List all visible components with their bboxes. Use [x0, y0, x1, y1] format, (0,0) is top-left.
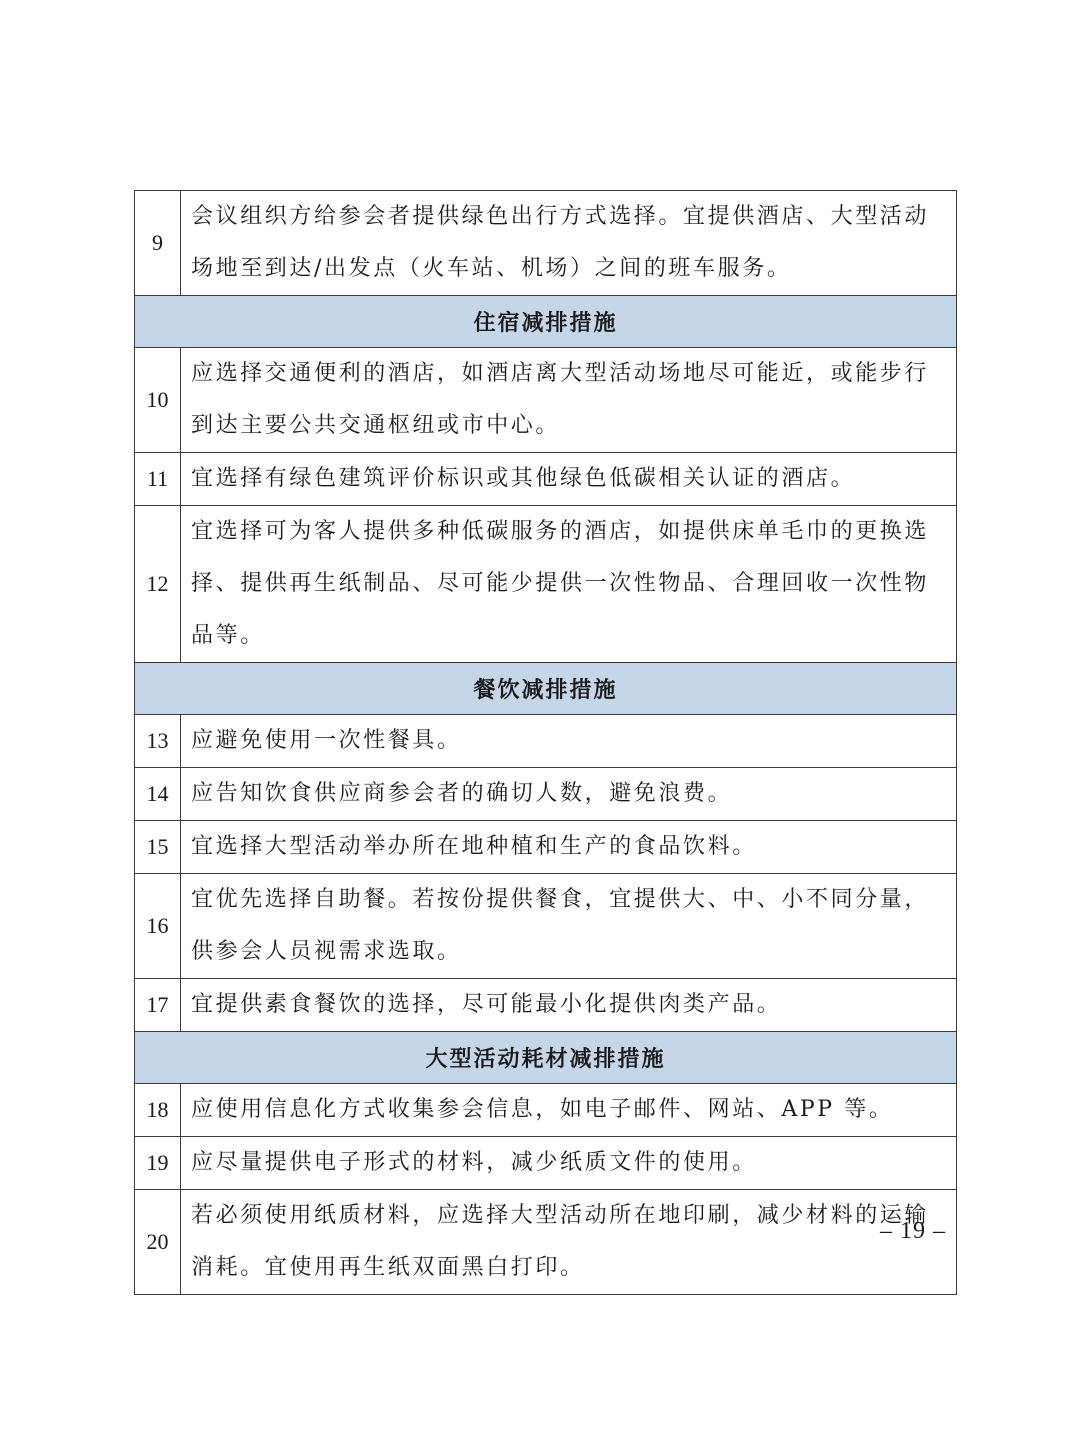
row-text: 应告知饮食供应商参会者的确切人数，避免浪费。	[181, 768, 957, 821]
row-number: 19	[135, 1137, 181, 1190]
section-header-row	[135, 663, 957, 715]
section-header-row	[135, 1032, 957, 1084]
table-row	[135, 979, 957, 1032]
table-row	[135, 768, 957, 821]
table-row	[135, 453, 957, 506]
row-number: 18	[135, 1084, 181, 1137]
measures-table	[134, 190, 957, 1295]
row-number: 20	[135, 1190, 181, 1295]
table-row	[135, 506, 957, 663]
table-row	[135, 821, 957, 874]
row-number: 15	[135, 821, 181, 874]
row-text: 应选择交通便利的酒店，如酒店离大型活动场地尽可能近，或能步行到达主要公共交通枢纽或市中心。	[181, 348, 957, 453]
row-text: 会议组织方给参会者提供绿色出行方式选择。宜提供酒店、大型活动场地至到达/出发点（火车站、机场）之间的班车服务。	[181, 191, 957, 296]
row-text: 应避免使用一次性餐具。	[181, 715, 957, 768]
row-number: 12	[135, 506, 181, 663]
table-row	[135, 1084, 957, 1137]
row-number: 10	[135, 348, 181, 453]
row-number: 17	[135, 979, 181, 1032]
row-number: 14	[135, 768, 181, 821]
section-header-row	[135, 296, 957, 348]
row-text: 宜选择有绿色建筑评价标识或其他绿色低碳相关认证的酒店。	[181, 453, 957, 506]
table-row	[135, 715, 957, 768]
table-row	[135, 874, 957, 979]
section-title: 餐饮减排措施	[135, 663, 957, 715]
row-number: 11	[135, 453, 181, 506]
row-text: 宜选择可为客人提供多种低碳服务的酒店，如提供床单毛巾的更换选择、提供再生纸制品、尽可能少提供一次性物品、合理回收一次性物品等。	[181, 506, 957, 663]
section-title: 住宿减排措施	[135, 296, 957, 348]
row-number: 16	[135, 874, 181, 979]
row-text: 宜选择大型活动举办所在地种植和生产的食品饮料。	[181, 821, 957, 874]
row-number: 13	[135, 715, 181, 768]
row-number: 9	[135, 191, 181, 296]
row-text: 应使用信息化方式收集参会信息，如电子邮件、网站、APP 等。	[181, 1084, 957, 1137]
table-row	[135, 1137, 957, 1190]
table-row	[135, 1190, 957, 1295]
row-text: 宜提供素食餐饮的选择，尽可能最小化提供肉类产品。	[181, 979, 957, 1032]
table-row	[135, 348, 957, 453]
row-text: 宜优先选择自助餐。若按份提供餐食，宜提供大、中、小不同分量，供参会人员视需求选取。	[181, 874, 957, 979]
table-row	[135, 191, 957, 296]
page-number: – 19 –	[880, 1218, 946, 1244]
section-title: 大型活动耗材减排措施	[135, 1032, 957, 1084]
row-text: 应尽量提供电子形式的材料，减少纸质文件的使用。	[181, 1137, 957, 1190]
row-text: 若必须使用纸质材料，应选择大型活动所在地印刷，减少材料的运输消耗。宜使用再生纸双面黑白打印。	[181, 1190, 957, 1295]
